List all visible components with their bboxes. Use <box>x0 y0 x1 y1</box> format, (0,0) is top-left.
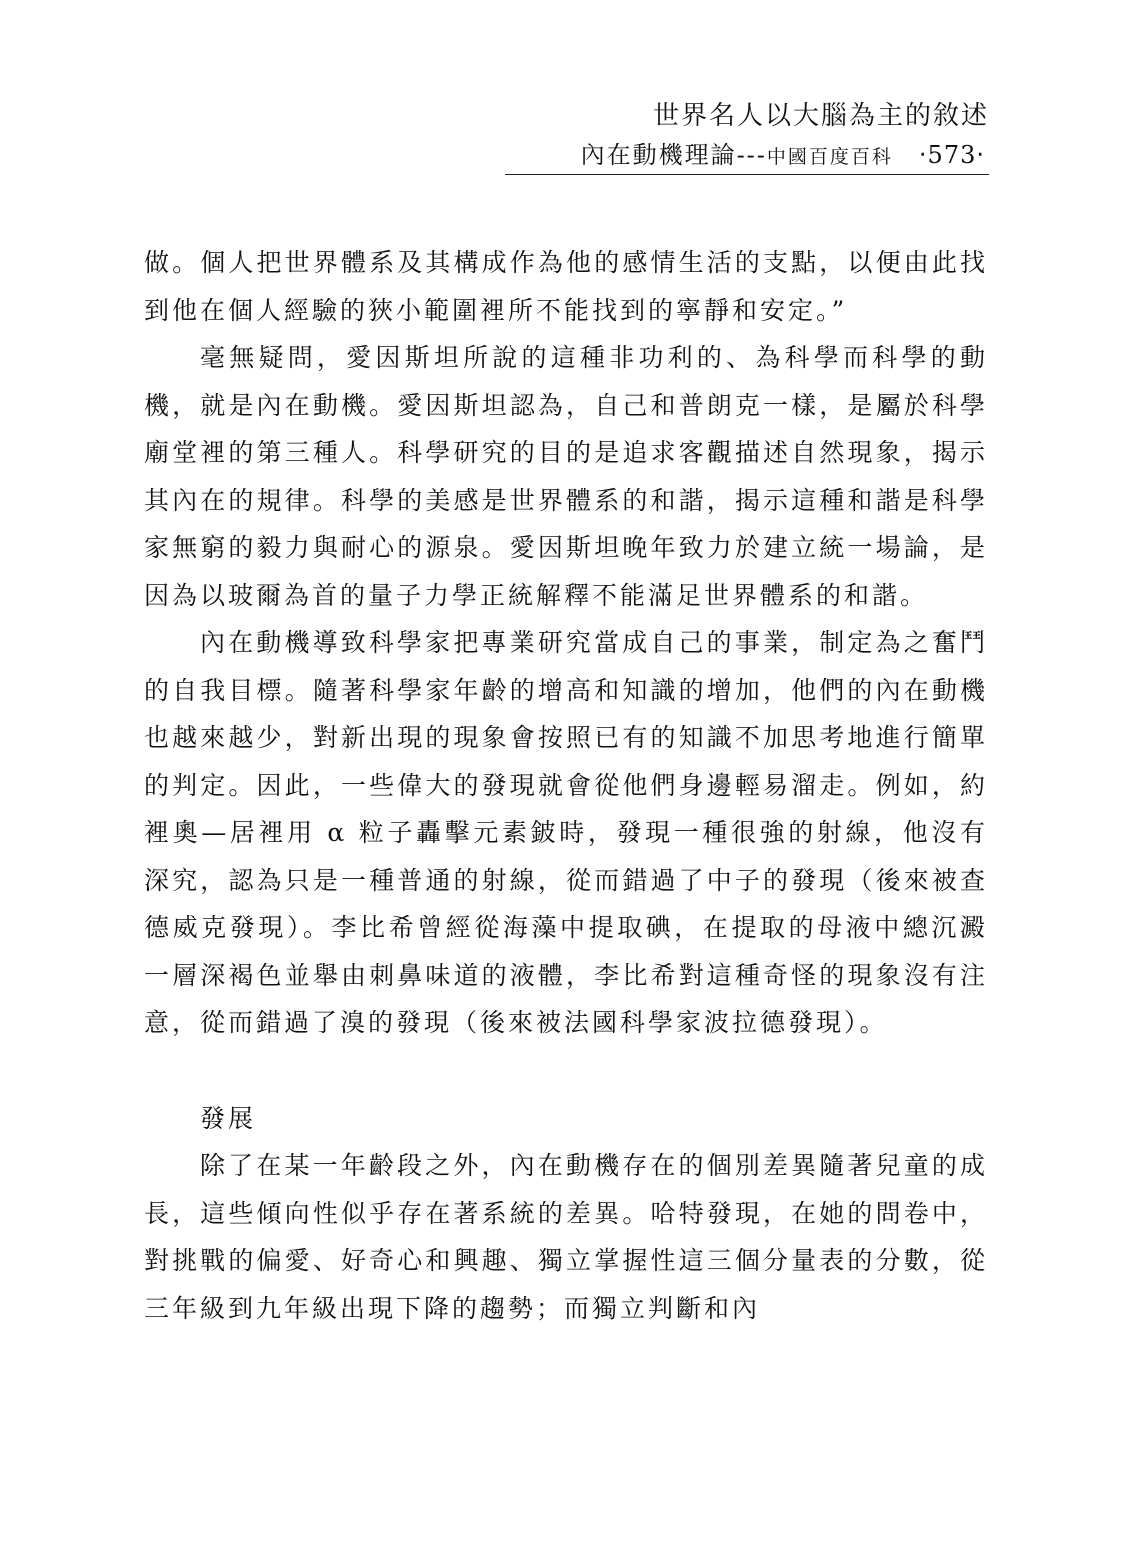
header-title: 世界名人以大腦為主的敘述 <box>652 101 989 131</box>
paragraph-1: 做。個人把世界體系及其構成作為他的感情生活的支點，以便由此找到他在個人經驗的狹小範圍裡所不能找到的寧靜和安定。” <box>144 248 988 325</box>
page-number: ‧573‧ <box>918 141 985 169</box>
section-heading: 發展 <box>200 1103 257 1133</box>
running-header <box>505 96 989 175</box>
paragraph-2: 毫無疑問，愛因斯坦所說的這種非功利的、為科學而科學的動機，就是內在動機。愛因斯坦認為，自己和普朗克一樣，是屬於科學廟堂裡的第三種人。科學研究的目的是追求客觀描述自然現象，揭示其內在的規律。科學的美感是世界體系的和諧，揭示這種和諧是科學家無窮的毅力與耐心的源泉。愛因斯坦晚年致力於建立統一場論，是因為以玻爾為首的量子力學正統解釋不能滿足世界體系的和諧。 <box>144 343 988 610</box>
body-text <box>144 239 988 1332</box>
header-source: 中國百度百科 <box>766 146 893 168</box>
header-subtitle: 內在動機理論--- <box>580 141 767 169</box>
paragraph-4: 除了在某一年齡段之外，內在動機存在的個別差異隨著兒童的成長，這些傾向性似乎存在著系統的差異。哈特發現，在她的問卷中，對挑戰的偏愛、好奇心和興趣、獨立掌握性這三個分量表的分數，從三年級到九年級出現下降的趨勢；而獨立判斷和內 <box>144 1151 988 1323</box>
header-subtitle-line <box>505 136 989 175</box>
paragraph-3: 內在動機導致科學家把專業研究當成自己的事業，制定為之奮鬥的自我目標。隨著科學家年齡的增高和知識的增加，他們的內在動機也越來越少，對新出現的現象會按照已有的知識不加思考地進行簡單的判定。因此，一些偉大的發現就會從他們身邊輕易溜走。例如，約裡奧—居裡用 α 粒子轟擊元素鈹時，發現一種很強的射線，他沒有深究，認為只是一種普通的射線，從而錯過了中子的發現（後來被查德威克發現）。李比希曾經從海藻中提取碘，在提取的母液中總沉澱一層深褐色並舉由刺鼻味道的液體，李比希對這種奇怪的現象沒有注意，從而錯過了溴的發現（後來被法國科學家波拉德發現）。 <box>144 628 988 1037</box>
